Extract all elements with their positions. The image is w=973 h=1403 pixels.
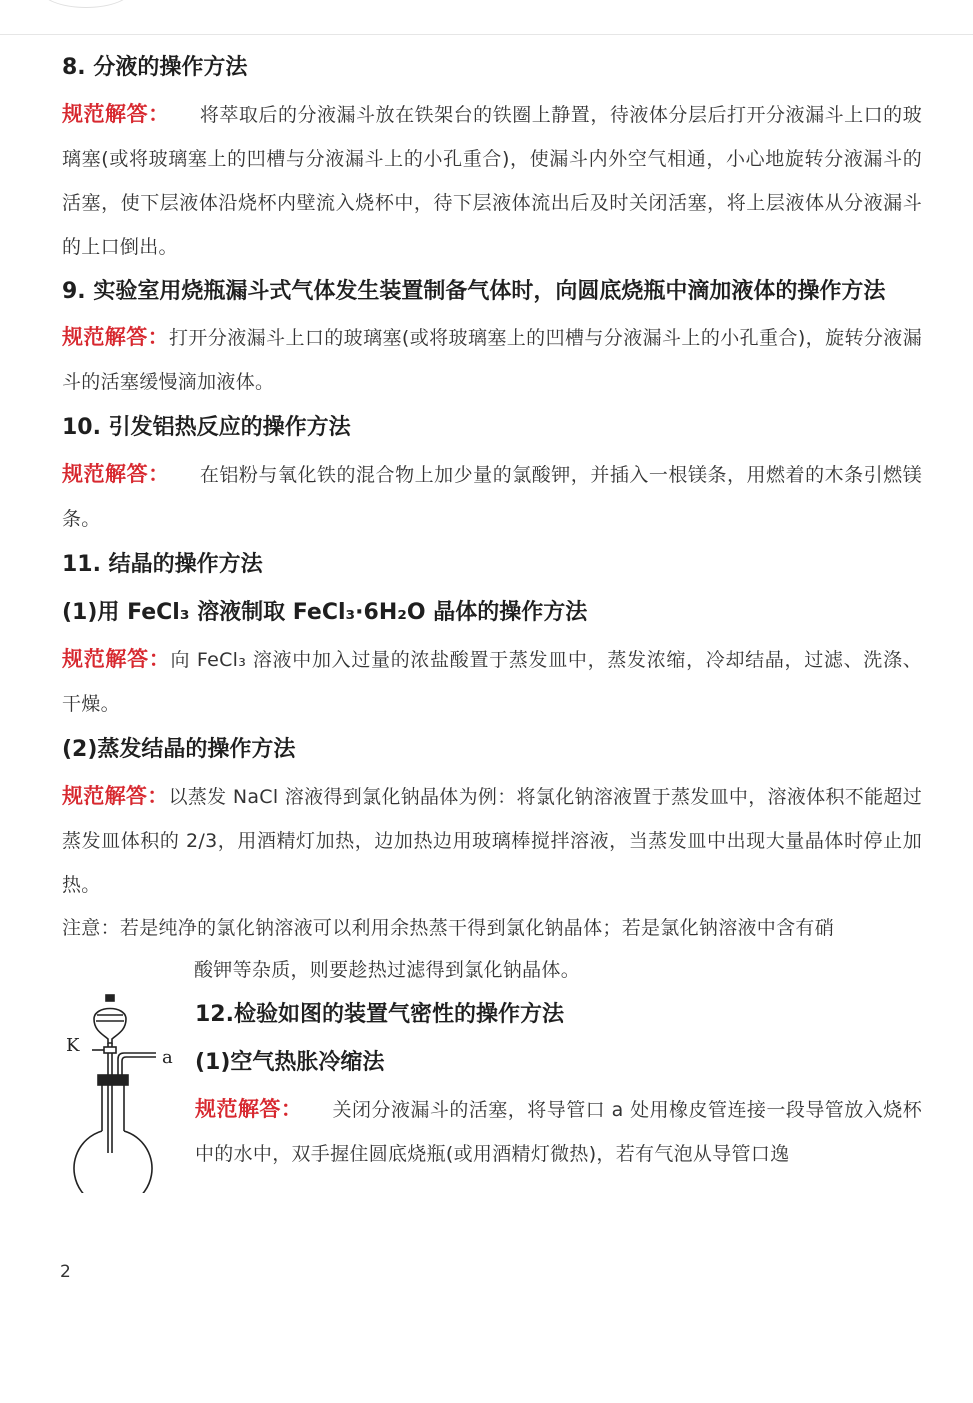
top-strip [0, 0, 973, 35]
answer-label: 规范解答： [62, 462, 170, 486]
section-10-answer [62, 452, 922, 541]
answer-label: 规范解答： [62, 647, 171, 671]
section-8-title: 8. 分液的操作方法 [62, 55, 248, 80]
section-9-answer [62, 315, 922, 404]
answer-text: 将萃取后的分液漏斗放在铁架台的铁圈上静置，待液体分层后打开分液漏斗上口的玻璃塞(或将玻璃塞上的凹槽与分液漏斗上的小孔重合)，使漏斗内外空气相通，小心地旋转分液漏斗的活塞，使下层液体沿烧杯内壁流入烧杯中，待下层液体流出后及时关闭活塞，将上层液体从分液漏斗的上口倒出。 [62, 104, 922, 258]
section-11-sub2-answer [62, 774, 922, 907]
section-11-note-line1: 注意：若是纯净的氯化钠溶液可以利用余热蒸干得到氯化钠晶体；若是氯化钠溶液中含有硝 [62, 917, 835, 939]
section-12-sub1-title: (1)空气热胀冷缩法 [195, 1050, 385, 1075]
section-11-title: 11. 结晶的操作方法 [62, 552, 263, 577]
section-8-answer [62, 92, 922, 269]
answer-label: 规范解答： [195, 1097, 303, 1121]
answer-text: 向 FeCl₃ 溶液中加入过量的浓盐酸置于蒸发皿中，蒸发浓缩，冷却结晶，过滤、洗涤、干燥。 [62, 649, 922, 715]
section-12 [62, 991, 922, 1201]
top-arc-decoration [40, 0, 132, 8]
page-number: 2 [60, 1262, 71, 1282]
section-12-sub1-answer [195, 1087, 922, 1176]
answer-label: 规范解答： [62, 784, 169, 808]
section-11-sub1-title: (1)用 FeCl₃ 溶液制取 FeCl₃·6H₂O 晶体的操作方法 [62, 600, 588, 625]
answer-label: 规范解答： [62, 325, 170, 349]
document-body [62, 44, 922, 1201]
section-11-sub1-answer [62, 637, 922, 726]
section-12-title: 12.检验如图的装置气密性的操作方法 [195, 1002, 564, 1027]
flask-apparatus-figure [66, 993, 176, 1193]
figure-label-k: K [66, 1035, 80, 1056]
answer-label: 规范解答： [62, 102, 170, 126]
section-11-note-line2: 酸钾等杂质，则要趁热过滤得到氯化钠晶体。 [194, 959, 581, 981]
section-12-text [195, 991, 922, 1176]
section-11-sub2-title: (2)蒸发结晶的操作方法 [62, 737, 296, 762]
answer-text: 关闭分液漏斗的活塞，将导管口 a 处用橡皮管连接一段导管放入烧杯中的水中，双手握住圆底烧瓶(或用酒精灯微热)，若有气泡从导管口逸 [195, 1099, 922, 1165]
answer-text: 在铝粉与氧化铁的混合物上加少量的氯酸钾，并插入一根镁条，用燃着的木条引燃镁条。 [62, 464, 922, 530]
figure-label-a: a [162, 1047, 173, 1068]
section-10-title: 10. 引发铝热反应的操作方法 [62, 415, 351, 440]
answer-text: 以蒸发 NaCl 溶液得到氯化钠晶体为例：将氯化钠溶液置于蒸发皿中，溶液体积不能超过蒸发皿体积的 2/3，用酒精灯加热，边加热边用玻璃棒搅拌溶液，当蒸发皿中出现大量晶体时停止加热。 [62, 786, 923, 896]
answer-text: 打开分液漏斗上口的玻璃塞(或将玻璃塞上的凹槽与分液漏斗上的小孔重合)，旋转分液漏斗的活塞缓慢滴加液体。 [62, 327, 922, 393]
section-9-title: 9. 实验室用烧瓶漏斗式气体发生装置制备气体时，向圆底烧瓶中滴加液体的操作方法 [62, 279, 886, 304]
